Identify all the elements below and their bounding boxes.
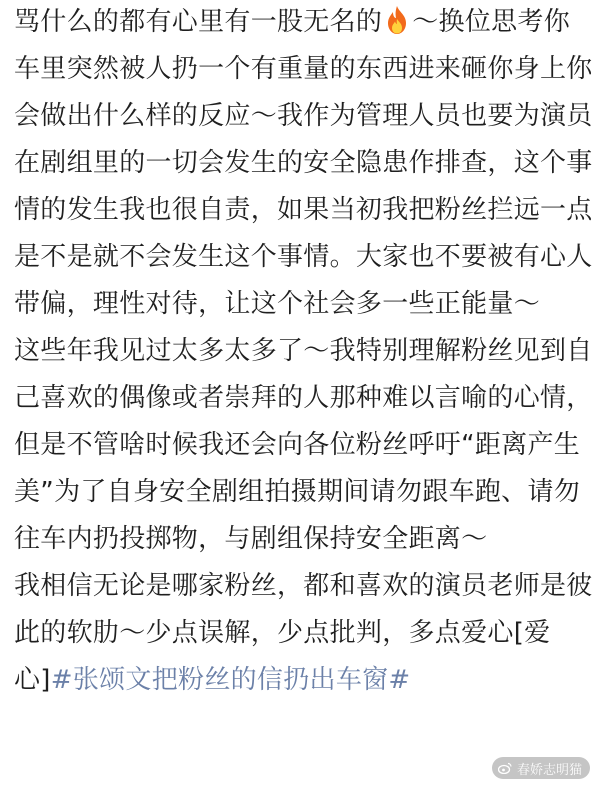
post-line-1-text: 骂什么的都有心里有一股无名的 <box>14 7 383 37</box>
post-line-11: 美”为了自身安全剧组拍摄期间请勿跟车跑、请勿 <box>14 477 581 507</box>
post-line-3: 会做出什么样的反应～我作为管理人员也要为演员 <box>14 101 593 131</box>
post-line-5: 情的发生我也很自责，如果当初我把粉丝拦远一点 <box>14 195 593 225</box>
post-line-10: 但是不管啥时候我还会向各位粉丝呼吁“距离产生 <box>14 430 581 460</box>
post-line-2: 车里突然被人扔一个有重量的东西进来砸你身上你 <box>14 54 593 84</box>
post-line-15-text: 心] <box>14 665 51 695</box>
post-line-8: 这些年我见过太多太多了～我特别理解粉丝见到自 <box>14 336 593 366</box>
post-line-12: 往车内扔投掷物，与剧组保持安全距离～ <box>14 524 488 554</box>
post-line-13: 我相信无论是哪家粉丝，都和喜欢的演员老师是彼 <box>14 571 593 601</box>
post-line-15 <box>14 660 592 700</box>
watermark <box>492 757 590 779</box>
post-line-7: 带偏，理性对待，让这个社会多一些正能量～ <box>14 289 541 319</box>
post-line-6: 是不是就不会发生这个事情。大家也不要被有心人 <box>14 242 593 272</box>
post-line-4: 在剧组里的一切会发生的安全隐患作排查，这个事 <box>14 148 593 178</box>
post-line-9: 己喜欢的偶像或者崇拜的人那种难以言喻的心情， <box>14 383 593 413</box>
post-line-1 <box>14 2 592 42</box>
post-line-14: 此的软肋～少点误解，少点批判，多点爱心[爱 <box>14 618 551 648</box>
weibo-icon <box>498 762 512 774</box>
post-line-1-text-end: ～换位思考你 <box>412 7 571 37</box>
hashtag-link[interactable]: #张颂文把粉丝的信扔出车窗# <box>50 665 411 695</box>
watermark-text: 春娇志明猫 <box>516 762 582 778</box>
fire-icon <box>384 5 410 35</box>
